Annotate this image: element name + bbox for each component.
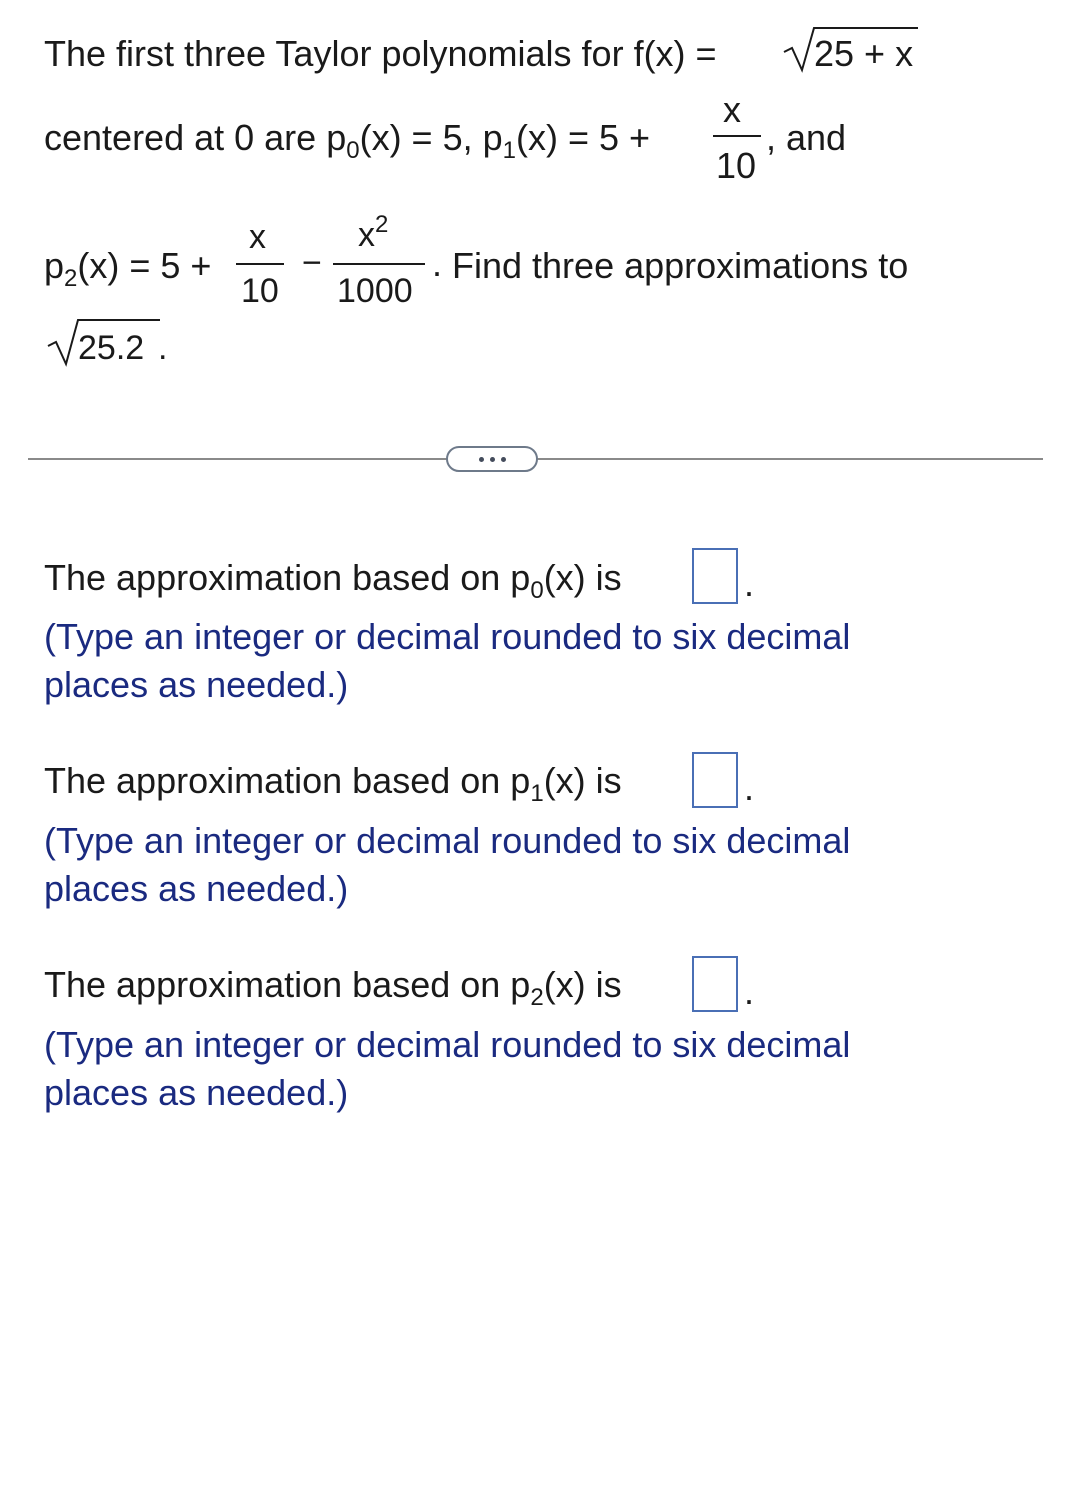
x-exponent: 2 <box>375 211 389 238</box>
p0-subscript: 0 <box>346 137 360 164</box>
p-subscript: 0 <box>530 577 544 604</box>
more-dot-icon <box>501 457 506 462</box>
p-letter: p <box>510 964 531 1005</box>
problem-line-2 <box>44 117 651 164</box>
minus-sign: − <box>302 244 322 282</box>
find-instruction: Find three approximations to <box>452 245 909 286</box>
p2-period: . <box>432 243 443 284</box>
p2-fraction2-bar <box>333 263 425 265</box>
problem-line-1 <box>44 33 717 74</box>
p2-frac1-denominator: 10 <box>241 272 279 310</box>
answer-input-p2[interactable] <box>692 956 738 1012</box>
target-radicand: 25.2 <box>78 329 145 367</box>
answer-prompt <box>44 760 622 807</box>
p0-definition: (x) = 5, <box>359 117 483 158</box>
p1-fraction-bar <box>713 135 761 137</box>
answer-hint-line-1: (Type an integer or decimal rounded to six decimal <box>44 616 851 657</box>
p2-fraction1-bar <box>236 263 284 265</box>
p2-lhs <box>44 245 212 292</box>
answer-suffix: (x) is <box>543 557 622 598</box>
answer-prefix: The approximation based on <box>44 557 511 598</box>
answer-period: . <box>744 971 755 1012</box>
answer-prompt <box>44 964 622 1011</box>
answer-suffix: (x) is <box>543 760 622 801</box>
more-options-button[interactable] <box>446 446 538 472</box>
f-radicand: 25 + x <box>814 33 914 74</box>
answer-prefix: The approximation based on <box>44 964 511 1005</box>
answer-input-p1[interactable] <box>692 752 738 808</box>
answer-prefix: The approximation based on <box>44 760 511 801</box>
p1-subscript: 1 <box>502 137 516 164</box>
p0-letter: p <box>326 117 347 158</box>
p2-subscript: 2 <box>64 265 78 292</box>
p-subscript: 2 <box>530 984 544 1011</box>
centered-text: centered at 0 are <box>44 117 327 158</box>
answer-hint-line-2: places as needed.) <box>44 868 349 909</box>
p2-frac2-numerator <box>358 211 389 254</box>
p2-frac1-numerator: x <box>249 218 266 256</box>
p1-letter: p <box>482 117 503 158</box>
p2-definition: (x) = 5 + <box>77 245 212 286</box>
p-letter: p <box>510 557 531 598</box>
answer-input-p0[interactable] <box>692 548 738 604</box>
answer-period: . <box>744 563 755 604</box>
p2-letter: p <box>44 245 65 286</box>
p-letter: p <box>510 760 531 801</box>
p1-frac-denominator: 10 <box>716 145 757 186</box>
p1-frac-numerator: x <box>723 89 741 130</box>
p-subscript: 1 <box>530 780 544 807</box>
x-base: x <box>358 216 375 254</box>
answer-hint-line-2: places as needed.) <box>44 1072 349 1113</box>
problem-intro-text: The first three Taylor polynomials for f(x) = <box>44 33 717 74</box>
and-text: , and <box>766 117 847 158</box>
answer-suffix: (x) is <box>543 964 622 1005</box>
answer-period: . <box>744 767 755 808</box>
answer-hint-line-2: places as needed.) <box>44 664 349 705</box>
more-dot-icon <box>490 457 495 462</box>
answer-hint-line-1: (Type an integer or decimal rounded to six decimal <box>44 1024 851 1065</box>
answer-prompt <box>44 557 622 604</box>
more-dots-icon <box>479 457 484 462</box>
target-period: . <box>158 329 168 367</box>
answer-hint-line-1: (Type an integer or decimal rounded to six decimal <box>44 820 851 861</box>
p1-definition: (x) = 5 + <box>516 117 651 158</box>
p2-frac2-denominator: 1000 <box>337 272 413 310</box>
